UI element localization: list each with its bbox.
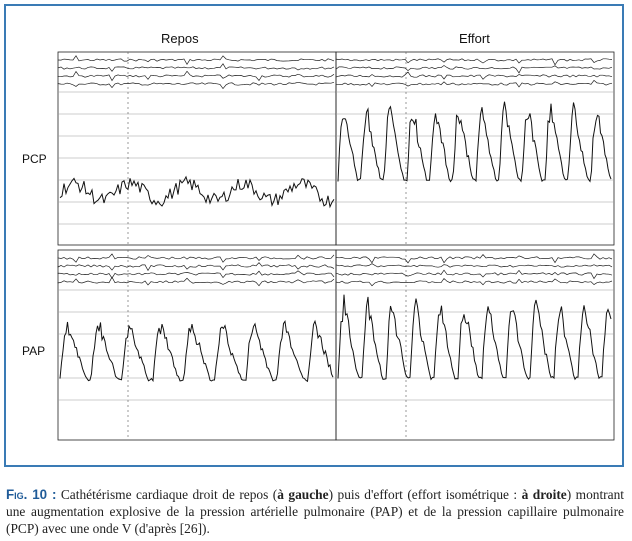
pcp-effort-strip-ecg-lead	[336, 59, 612, 65]
pcp-rest-strip-ecg-lead	[58, 71, 334, 80]
pcp-effort-trace	[338, 102, 611, 182]
pcp-effort-strip-ecg-lead	[336, 66, 612, 73]
caption-text-2: ) puis d'effort (effort isométrique :	[328, 487, 522, 502]
row-label-pcp: PCP	[22, 152, 47, 166]
figure-caption	[6, 486, 624, 537]
pap-rest-strip-ecg-lead	[58, 263, 334, 271]
column-title-rest: Repos	[161, 31, 199, 46]
pap-effort-trace	[338, 295, 611, 380]
caption-figure-number: Fig. 10 :	[6, 487, 57, 502]
pcp-rest-strip-ecg-lead	[58, 64, 334, 72]
column-title-effort: Effort	[459, 31, 490, 46]
pap-effort-strip-ecg-lead	[336, 279, 612, 286]
pap-rest-trace	[60, 321, 333, 381]
pap-rest-strip-ecg-lead	[58, 277, 334, 286]
caption-bold-right: à droite	[521, 487, 567, 502]
pcp-rest-strip-ecg-lead	[58, 56, 334, 65]
pcp-effort-strip-ecg-lead	[336, 72, 612, 79]
pap-effort-strip-ecg-lead	[336, 264, 612, 268]
caption-text-1: Cathétérisme cardiaque droit de repos (	[56, 487, 278, 502]
pap-effort-strip-ecg-lead	[336, 254, 612, 263]
pap-rest-strip-ecg-lead	[58, 254, 334, 262]
caption-bold-left: à gauche	[277, 487, 329, 502]
pcp-rest-strip-frame	[58, 52, 336, 245]
pap-effort-strip-frame	[336, 250, 614, 440]
pcp-effort-strip-ecg-lead	[336, 80, 612, 87]
pap-rest-strip-ecg-lead	[58, 271, 334, 278]
pcp-rest-strip-ecg-lead	[58, 82, 334, 88]
pap-effort-strip-ecg-lead	[336, 270, 612, 278]
row-label-pap: PAP	[22, 344, 46, 358]
caption-text-3: ) montrant une augmentation explosive de la pression artérielle pulmonaire (PAP) et de la pression capillaire pulmonaire (PCP) avec une onde V (d'après [26]).	[6, 487, 624, 536]
pap-rest-strip-frame	[58, 250, 336, 440]
pcp-effort-strip-frame	[336, 52, 614, 245]
